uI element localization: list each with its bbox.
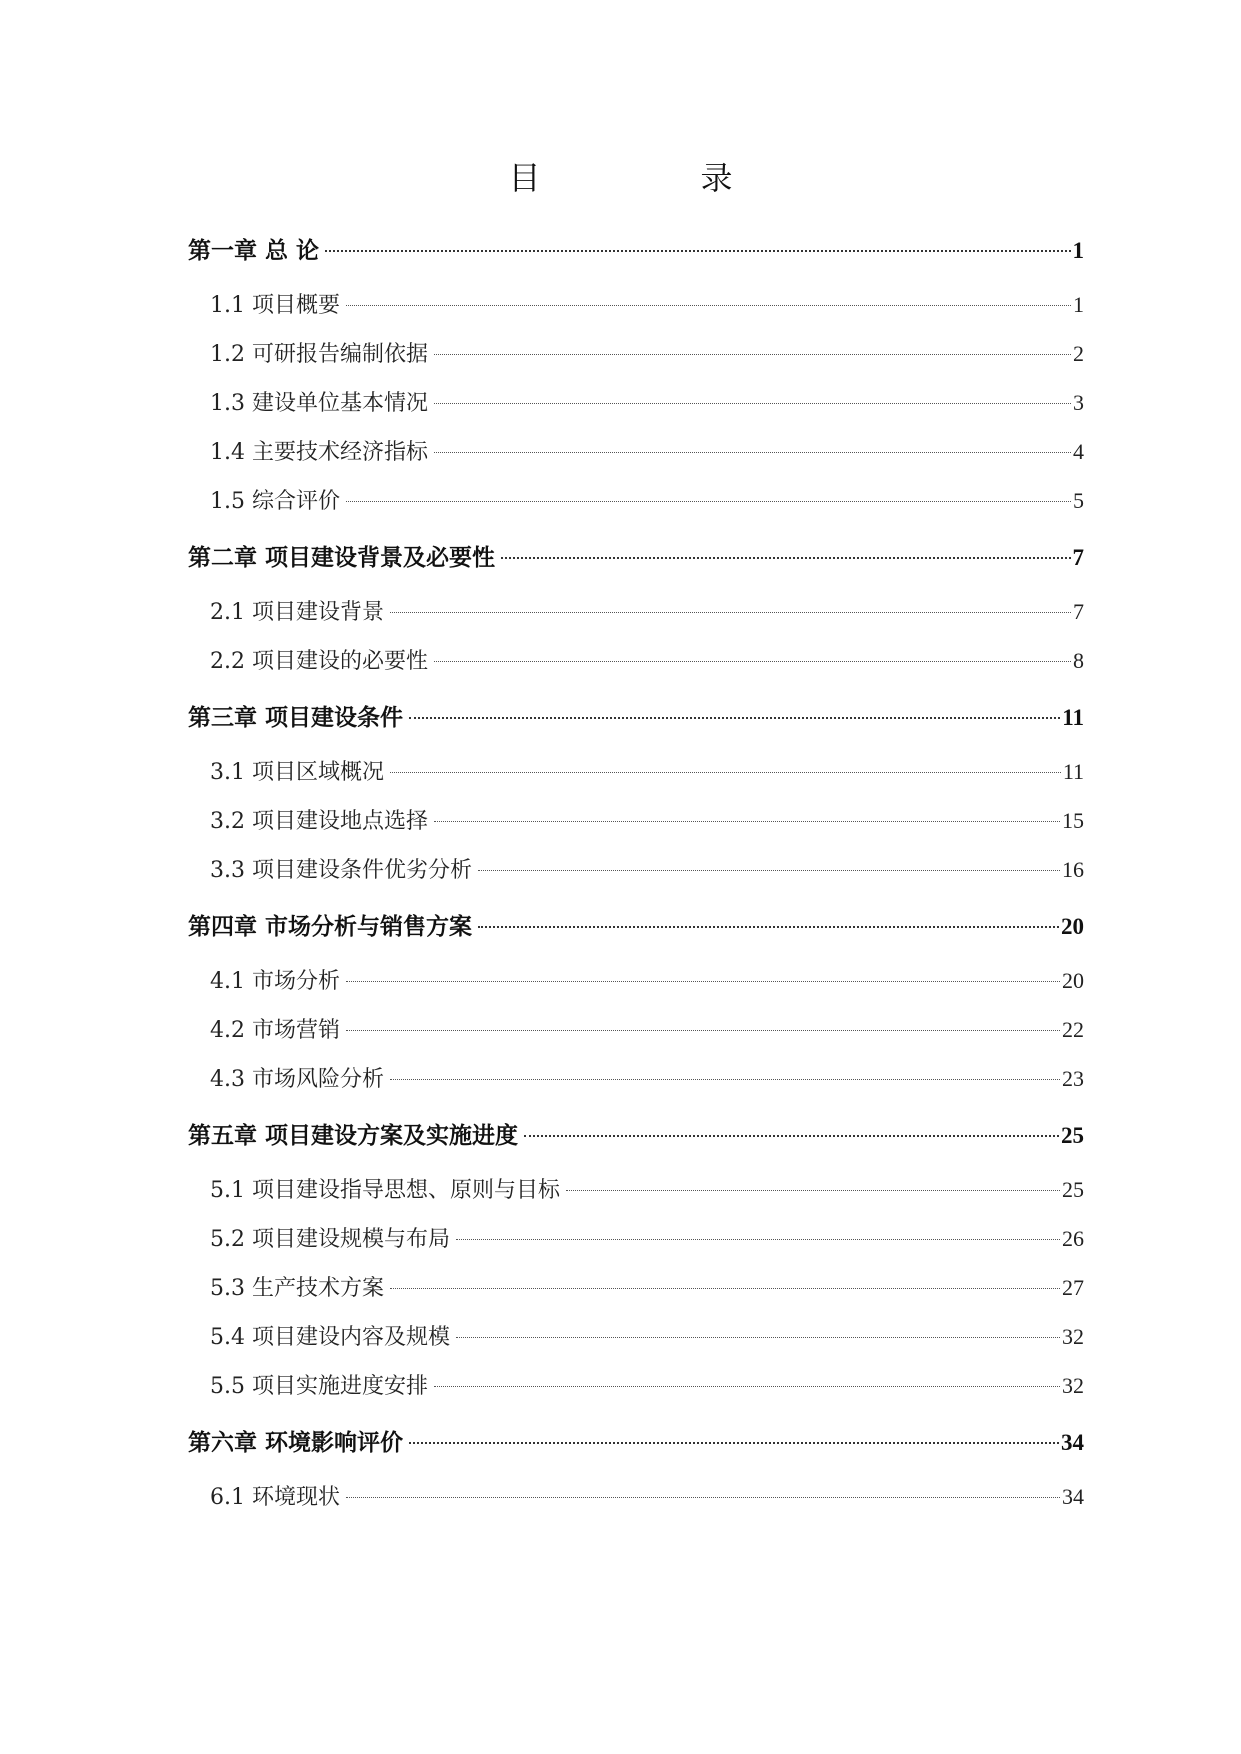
toc-section-entry[interactable] bbox=[188, 636, 1084, 685]
toc-page-number: 32 bbox=[1062, 1373, 1084, 1398]
toc-page-number: 7 bbox=[1072, 545, 1084, 570]
toc-entry-label: 1.5 综合评价 bbox=[210, 489, 340, 514]
toc-page-number: 32 bbox=[1062, 1324, 1084, 1349]
toc-page-number: 11 bbox=[1062, 759, 1084, 784]
toc-chapter-entry[interactable] bbox=[188, 529, 1084, 587]
toc-section-entry[interactable] bbox=[188, 1312, 1084, 1361]
toc-section-entry[interactable] bbox=[188, 476, 1084, 525]
toc-section-entry[interactable] bbox=[188, 1165, 1084, 1214]
toc-section-entry[interactable] bbox=[188, 1005, 1084, 1054]
toc-page-number: 15 bbox=[1062, 808, 1084, 833]
toc-entry-label: 第一章 总 论 bbox=[188, 238, 320, 264]
toc-entry-label: 4.3 市场风险分析 bbox=[210, 1067, 384, 1092]
toc-section-entry[interactable] bbox=[188, 378, 1084, 427]
toc-page-number: 11 bbox=[1062, 705, 1084, 730]
toc-entry-label: 3.2 项目建设地点选择 bbox=[210, 809, 428, 834]
dot-leader bbox=[390, 1078, 1060, 1080]
toc-chapter-entry[interactable] bbox=[188, 1414, 1084, 1472]
dot-leader bbox=[524, 1134, 1059, 1137]
toc-page-number: 25 bbox=[1062, 1177, 1084, 1202]
toc-page-number: 22 bbox=[1062, 1017, 1084, 1042]
toc-page-number: 1 bbox=[1073, 292, 1084, 317]
toc-page-number: 4 bbox=[1073, 439, 1084, 464]
toc-entry-label: 2.1 项目建设背景 bbox=[210, 600, 384, 625]
dot-leader bbox=[478, 869, 1060, 871]
dot-leader bbox=[456, 1336, 1060, 1338]
dot-leader bbox=[566, 1189, 1060, 1191]
toc-entry-label: 第六章 环境影响评价 bbox=[188, 1430, 404, 1456]
toc-page-number: 23 bbox=[1062, 1066, 1084, 1091]
toc-page-number: 2 bbox=[1073, 341, 1084, 366]
toc-chapter-entry[interactable] bbox=[188, 689, 1084, 747]
toc-section-entry[interactable] bbox=[188, 329, 1084, 378]
toc-section-entry[interactable] bbox=[188, 1472, 1084, 1521]
toc-entry-label: 第三章 项目建设条件 bbox=[188, 705, 404, 731]
toc-entry-label: 3.1 项目区域概况 bbox=[210, 760, 384, 785]
dot-leader bbox=[409, 1441, 1059, 1444]
page-title: 目 录 bbox=[508, 159, 797, 197]
dot-leader bbox=[325, 249, 1070, 252]
toc-page-number: 16 bbox=[1062, 857, 1084, 882]
dot-leader bbox=[501, 556, 1070, 559]
toc-entry-label: 5.2 项目建设规模与布局 bbox=[210, 1227, 450, 1252]
dot-leader bbox=[456, 1238, 1060, 1240]
dot-leader bbox=[434, 451, 1071, 453]
toc-chapter-entry[interactable] bbox=[188, 1107, 1084, 1165]
dot-leader bbox=[434, 402, 1071, 404]
toc-entry-label: 5.3 生产技术方案 bbox=[210, 1276, 384, 1301]
dot-leader bbox=[390, 611, 1071, 613]
toc-entry-label: 第五章 项目建设方案及实施进度 bbox=[188, 1123, 519, 1149]
toc-page-number: 7 bbox=[1073, 599, 1084, 624]
toc-page-number: 27 bbox=[1062, 1275, 1084, 1300]
toc-section-entry[interactable] bbox=[188, 1361, 1084, 1410]
toc-page-number: 1 bbox=[1072, 238, 1084, 263]
toc-section-entry[interactable] bbox=[188, 1214, 1084, 1263]
table-of-contents bbox=[188, 222, 1084, 1521]
dot-leader bbox=[478, 925, 1059, 928]
toc-section-entry[interactable] bbox=[188, 747, 1084, 796]
toc-entry-label: 5.1 项目建设指导思想、原则与目标 bbox=[210, 1178, 560, 1203]
dot-leader bbox=[390, 771, 1061, 773]
toc-page-number: 3 bbox=[1073, 390, 1084, 415]
toc-entry-label: 1.3 建设单位基本情况 bbox=[210, 391, 428, 416]
toc-entry-label: 1.2 可研报告编制依据 bbox=[210, 342, 428, 367]
toc-section-entry[interactable] bbox=[188, 1263, 1084, 1312]
toc-entry-label: 5.4 项目建设内容及规模 bbox=[210, 1325, 450, 1350]
dot-leader bbox=[346, 500, 1071, 502]
dot-leader bbox=[346, 980, 1060, 982]
toc-page-number: 34 bbox=[1061, 1430, 1084, 1455]
toc-section-entry[interactable] bbox=[188, 796, 1084, 845]
toc-chapter-entry[interactable] bbox=[188, 222, 1084, 280]
toc-page-number: 8 bbox=[1073, 648, 1084, 673]
toc-page-number: 26 bbox=[1062, 1226, 1084, 1251]
dot-leader bbox=[434, 660, 1071, 662]
toc-entry-label: 5.5 项目实施进度安排 bbox=[210, 1374, 428, 1399]
toc-entry-label: 1.1 项目概要 bbox=[210, 293, 340, 318]
toc-entry-label: 6.1 环境现状 bbox=[210, 1485, 340, 1510]
dot-leader bbox=[346, 1029, 1060, 1031]
toc-page-number: 20 bbox=[1062, 968, 1084, 993]
toc-entry-label: 2.2 项目建设的必要性 bbox=[210, 649, 428, 674]
toc-section-entry[interactable] bbox=[188, 1054, 1084, 1103]
dot-leader bbox=[390, 1287, 1060, 1289]
toc-entry-label: 4.1 市场分析 bbox=[210, 969, 340, 994]
toc-section-entry[interactable] bbox=[188, 845, 1084, 894]
dot-leader bbox=[434, 1385, 1060, 1387]
toc-entry-label: 第四章 市场分析与销售方案 bbox=[188, 914, 473, 940]
toc-entry-label: 第二章 项目建设背景及必要性 bbox=[188, 545, 496, 571]
toc-page-number: 5 bbox=[1073, 488, 1084, 513]
dot-leader bbox=[434, 353, 1071, 355]
toc-page-number: 25 bbox=[1061, 1123, 1084, 1148]
toc-section-entry[interactable] bbox=[188, 427, 1084, 476]
toc-section-entry[interactable] bbox=[188, 956, 1084, 1005]
toc-section-entry[interactable] bbox=[188, 280, 1084, 329]
toc-section-entry[interactable] bbox=[188, 587, 1084, 636]
dot-leader bbox=[346, 1496, 1060, 1498]
dot-leader bbox=[409, 716, 1060, 719]
dot-leader bbox=[434, 820, 1060, 822]
toc-entry-label: 1.4 主要技术经济指标 bbox=[210, 440, 428, 465]
toc-page-number: 20 bbox=[1061, 914, 1084, 939]
dot-leader bbox=[346, 304, 1071, 306]
toc-page-number: 34 bbox=[1062, 1484, 1084, 1509]
toc-chapter-entry[interactable] bbox=[188, 898, 1084, 956]
toc-entry-label: 4.2 市场营销 bbox=[210, 1018, 340, 1043]
toc-entry-label: 3.3 项目建设条件优劣分析 bbox=[210, 858, 472, 883]
